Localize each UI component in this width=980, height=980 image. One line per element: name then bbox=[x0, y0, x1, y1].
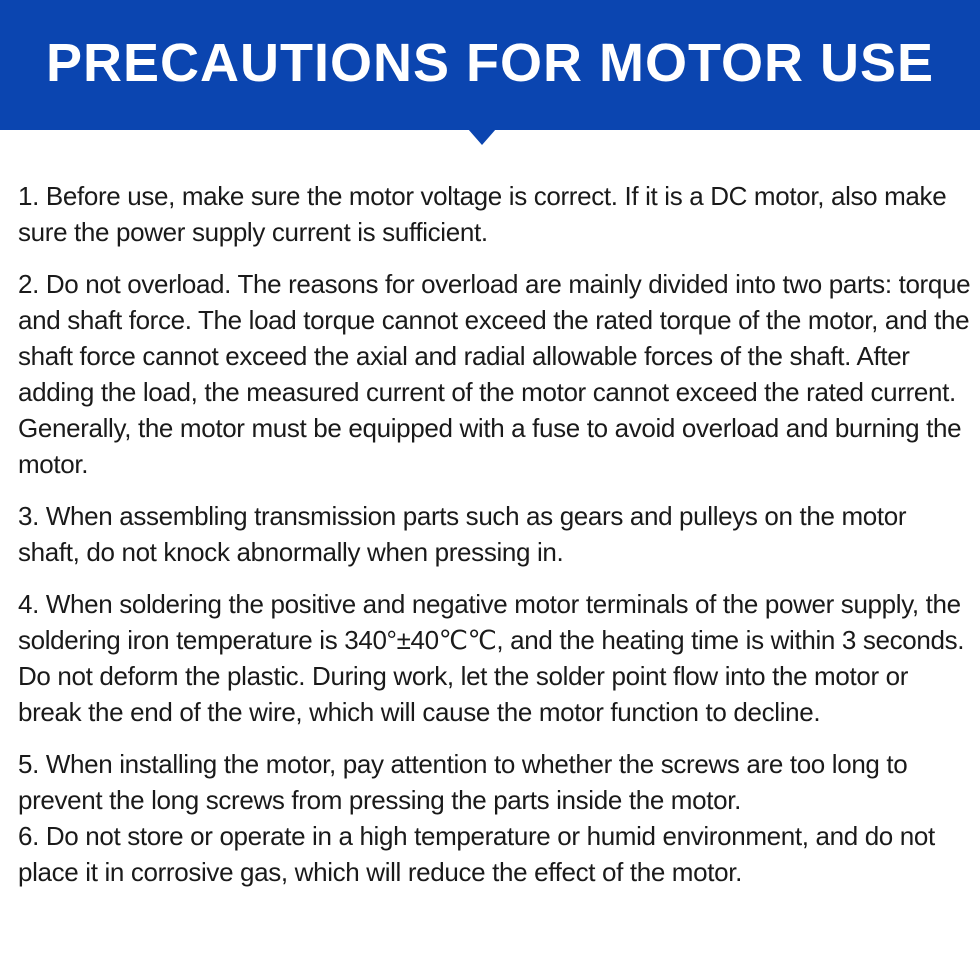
precaution-item-3: 3. When assembling transmission parts such as gears and pulleys on the motor shaft, do not knock abnormally when pressing in. bbox=[18, 501, 907, 567]
precaution-item-1: 1. Before use, make sure the motor voltage is correct. If it is a DC motor, also make sure the power supply current is sufficient. bbox=[18, 181, 947, 247]
precaution-item-5: 5. When installing the motor, pay attention to whether the screws are too long to prevent the long screws from pressing the parts inside the motor. bbox=[18, 749, 908, 815]
header-banner bbox=[0, 0, 980, 130]
precaution-item-2: 2. Do not overload. The reasons for overload are mainly divided into two parts: torque and shaft force. The load torque cannot exceed the rated torque of the motor, and the shaft force cannot exceed the axial and radial allowable forces of the shaft. After adding the load, the measured current of the motor cannot exceed the rated current. Generally, the motor must be equipped with a fuse to avoid overload and burning the motor. bbox=[18, 269, 971, 479]
header-pointer bbox=[468, 129, 496, 145]
page-title: PRECAUTIONS FOR MOTOR USE bbox=[45, 33, 935, 93]
precaution-item-6: 6. Do not store or operate in a high temperature or humid environment, and do not place it in corrosive gas, which will reduce the effect of the motor. bbox=[18, 821, 935, 887]
precautions-list bbox=[18, 178, 973, 890]
precaution-item-4: 4. When soldering the positive and negative motor terminals of the power supply, the soldering iron temperature is 340°±40℃℃, and the heating time is within 3 seconds. Do not deform the plastic. During work, let the solder point flow into the motor or break the end of the wire, which will cause the motor function to decline. bbox=[18, 589, 965, 727]
